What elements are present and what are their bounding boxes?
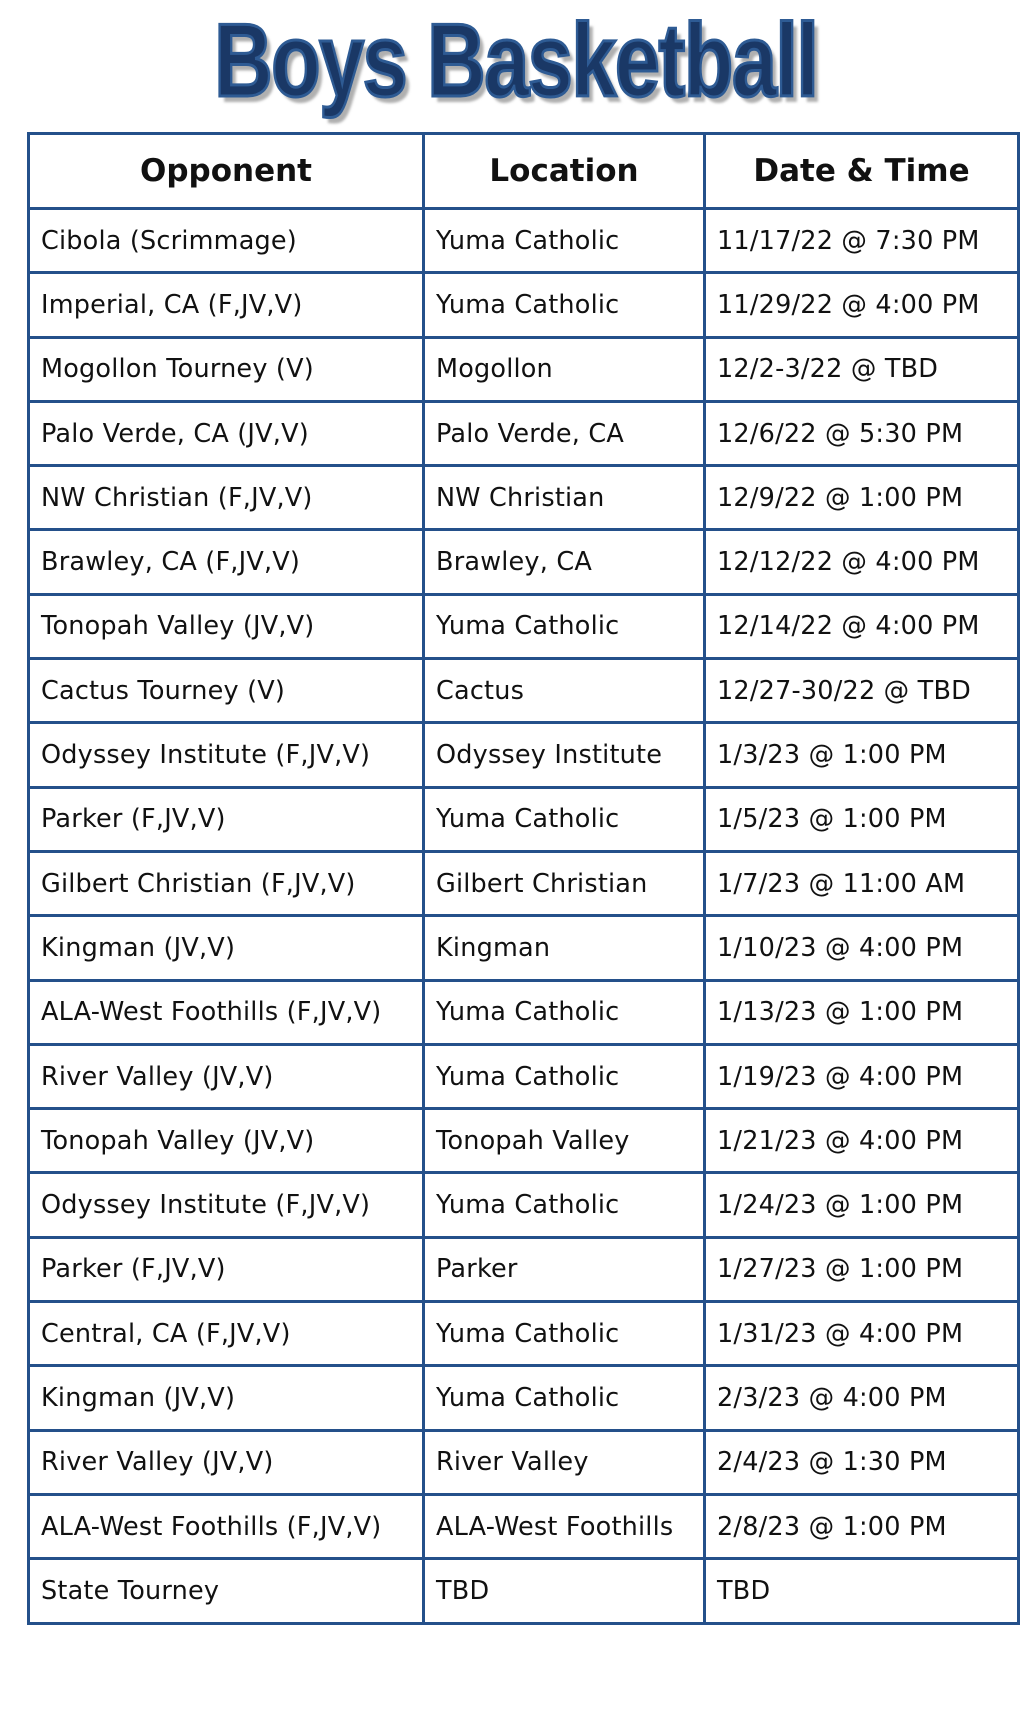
opponent-cell: Odyssey Institute (F,JV,V) [29,1173,424,1237]
table-row [29,1366,1019,1430]
datetime-cell: 12/27-30/22 @ TBD [705,659,1019,723]
location-cell: Parker [424,1237,705,1301]
opponent-cell: River Valley (JV,V) [29,1430,424,1494]
opponent-cell: Kingman (JV,V) [29,1366,424,1430]
column-header-datetime: Date & Time [705,134,1019,209]
table-row [29,787,1019,851]
table-row [29,1237,1019,1301]
opponent-cell: Mogollon Tourney (V) [29,337,424,401]
opponent-cell: ALA-West Foothills (F,JV,V) [29,1494,424,1558]
opponent-cell: Palo Verde, CA (JV,V) [29,401,424,465]
location-cell: Yuma Catholic [424,594,705,658]
opponent-cell: State Tourney [29,1559,424,1623]
opponent-cell: Central, CA (F,JV,V) [29,1302,424,1366]
datetime-cell: 1/7/23 @ 11:00 AM [705,851,1019,915]
opponent-cell: ALA-West Foothills (F,JV,V) [29,980,424,1044]
location-cell: River Valley [424,1430,705,1494]
opponent-cell: Cibola (Scrimmage) [29,209,424,273]
table-row [29,530,1019,594]
table-row [29,337,1019,401]
table-header-row [29,134,1019,209]
opponent-cell: Cactus Tourney (V) [29,659,424,723]
datetime-cell: 12/14/22 @ 4:00 PM [705,594,1019,658]
location-cell: Yuma Catholic [424,1173,705,1237]
opponent-cell: Gilbert Christian (F,JV,V) [29,851,424,915]
table-row [29,401,1019,465]
opponent-cell: Imperial, CA (F,JV,V) [29,273,424,337]
datetime-cell: 1/19/23 @ 4:00 PM [705,1044,1019,1108]
opponent-cell: Brawley, CA (F,JV,V) [29,530,424,594]
location-cell: Yuma Catholic [424,209,705,273]
opponent-cell: Parker (F,JV,V) [29,1237,424,1301]
location-cell: Yuma Catholic [424,1366,705,1430]
table-row [29,209,1019,273]
location-cell: Brawley, CA [424,530,705,594]
location-cell: Yuma Catholic [424,1044,705,1108]
table-row [29,916,1019,980]
datetime-cell: 12/9/22 @ 1:00 PM [705,466,1019,530]
location-cell: Odyssey Institute [424,723,705,787]
location-cell: Yuma Catholic [424,273,705,337]
table-row [29,1494,1019,1558]
datetime-cell: 1/24/23 @ 1:00 PM [705,1173,1019,1237]
table-row [29,723,1019,787]
table-row [29,1173,1019,1237]
table-row [29,1044,1019,1108]
title-banner [0,0,1032,130]
table-row [29,273,1019,337]
page-title: Boys Basketball [214,3,818,119]
column-header-opponent: Opponent [29,134,424,209]
datetime-cell: 1/5/23 @ 1:00 PM [705,787,1019,851]
location-cell: ALA-West Foothills [424,1494,705,1558]
datetime-cell: TBD [705,1559,1019,1623]
location-cell: Yuma Catholic [424,980,705,1044]
datetime-cell: 2/4/23 @ 1:30 PM [705,1430,1019,1494]
location-cell: Yuma Catholic [424,1302,705,1366]
datetime-cell: 11/17/22 @ 7:30 PM [705,209,1019,273]
datetime-cell: 1/10/23 @ 4:00 PM [705,916,1019,980]
table-row [29,1302,1019,1366]
schedule-table [27,132,1020,1625]
opponent-cell: NW Christian (F,JV,V) [29,466,424,530]
datetime-cell: 1/21/23 @ 4:00 PM [705,1109,1019,1173]
location-cell: Cactus [424,659,705,723]
datetime-cell: 1/13/23 @ 1:00 PM [705,980,1019,1044]
opponent-cell: Parker (F,JV,V) [29,787,424,851]
opponent-cell: Tonopah Valley (JV,V) [29,1109,424,1173]
datetime-cell: 12/12/22 @ 4:00 PM [705,530,1019,594]
datetime-cell: 12/2-3/22 @ TBD [705,337,1019,401]
location-cell: Gilbert Christian [424,851,705,915]
location-cell: Yuma Catholic [424,787,705,851]
location-cell: NW Christian [424,466,705,530]
location-cell: Kingman [424,916,705,980]
table-row [29,851,1019,915]
opponent-cell: Tonopah Valley (JV,V) [29,594,424,658]
opponent-cell: River Valley (JV,V) [29,1044,424,1108]
datetime-cell: 12/6/22 @ 5:30 PM [705,401,1019,465]
datetime-cell: 1/31/23 @ 4:00 PM [705,1302,1019,1366]
location-cell: Mogollon [424,337,705,401]
datetime-cell: 1/27/23 @ 1:00 PM [705,1237,1019,1301]
location-cell: Palo Verde, CA [424,401,705,465]
table-row [29,1109,1019,1173]
table-row [29,594,1019,658]
table-row [29,466,1019,530]
table-row [29,980,1019,1044]
table-row [29,1559,1019,1623]
datetime-cell: 1/3/23 @ 1:00 PM [705,723,1019,787]
table-row [29,1430,1019,1494]
datetime-cell: 11/29/22 @ 4:00 PM [705,273,1019,337]
location-cell: TBD [424,1559,705,1623]
datetime-cell: 2/8/23 @ 1:00 PM [705,1494,1019,1558]
column-header-location: Location [424,134,705,209]
datetime-cell: 2/3/23 @ 4:00 PM [705,1366,1019,1430]
schedule-body [29,209,1019,1624]
opponent-cell: Odyssey Institute (F,JV,V) [29,723,424,787]
location-cell: Tonopah Valley [424,1109,705,1173]
table-row [29,659,1019,723]
opponent-cell: Kingman (JV,V) [29,916,424,980]
